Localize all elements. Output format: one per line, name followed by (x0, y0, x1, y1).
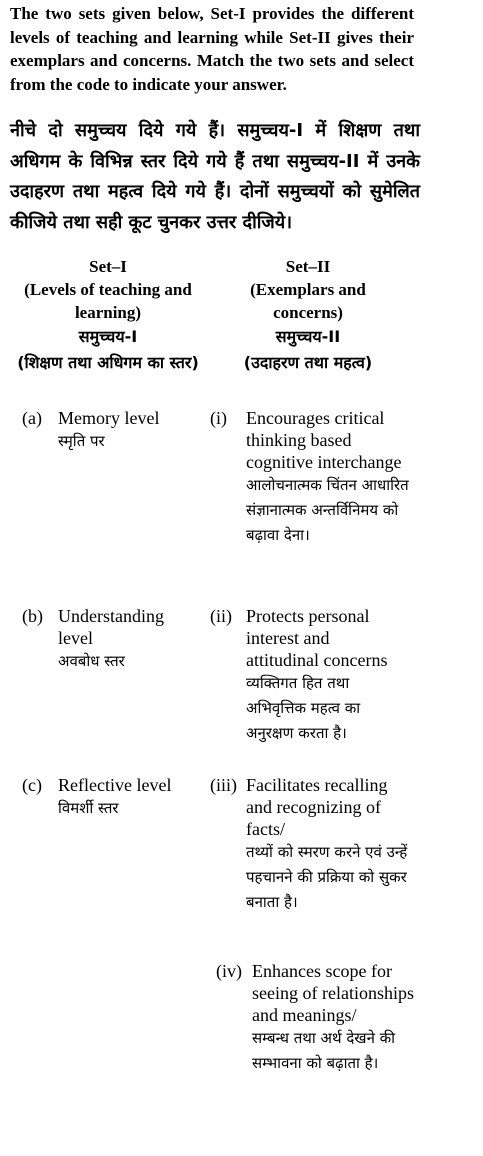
set2-subtitle-hindi: (उदाहरण तथा महत्व) (243, 353, 373, 372)
set2-item-hindi: सम्बन्ध तथा अर्थ देखने की सम्भावना को बढ़ाता है। (252, 1029, 396, 1072)
set2-item (210, 774, 410, 915)
set1-item (22, 407, 202, 454)
set2-item-hindi: आलोचनात्मक चिंतन आधारित संज्ञानात्मक अन्तर्विनिमय को बढ़ावा देना। (246, 476, 409, 544)
set1-item-label: (b) (22, 606, 43, 626)
set1-item-label: (c) (22, 775, 42, 795)
set2-title-hindi: समुच्चय-II (275, 327, 341, 346)
set2-item-english: Enhances scope for seeing of relationships and meanings/ (252, 961, 414, 1025)
set1-item-hindi: विमर्शी स्तर (58, 799, 119, 817)
set1-item-english: Reflective level (58, 775, 172, 795)
set2-item-english: Facilitates recalling and recognizing of facts/ (246, 775, 388, 839)
set1-item-english: Understanding level (58, 606, 164, 648)
set2-item-label: (i) (210, 408, 227, 428)
set2-item-english: Protects personal interest and attitudinal concerns (246, 606, 388, 670)
set2-item (210, 407, 415, 548)
set2-item (216, 960, 416, 1076)
set2-item-label: (iv) (216, 961, 242, 981)
question-text-hindi: नीचे दो समुच्चय दिये गये हैं। समुच्चय-I में शिक्षण तथा अधिगम के विभिन्न स्तर दिये गये हैं तथा समुच्चय-II में उनके उदाहरण तथा महत्व दिये गये हैं। दोनों समुच्चयों को सुमेलित कीजिये तथा सही कूट चुनकर उत्तर दीजिये। (10, 120, 420, 233)
question-text-english: The two sets given below, Set-I provides the different levels of teaching and learning while Set-II gives their exemplars and concerns. Match the two sets and select from the code to indicate your answer. (10, 4, 414, 94)
set2-item-hindi: तथ्यों को स्मरण करने एवं उन्हें पहचानने की प्रक्रिया को सुकर बनाता है। (246, 843, 408, 911)
set1-item-hindi: स्मृति पर (58, 432, 105, 450)
set2-subtitle: (Exemplars and concerns) (250, 280, 366, 322)
set2-item-label: (ii) (210, 606, 232, 626)
set1-item-hindi: अवबोध स्तर (58, 652, 125, 670)
set1-header (10, 255, 206, 376)
set1-item (22, 774, 202, 821)
set1-item-english: Memory level (58, 408, 160, 428)
set1-title-hindi: समुच्चय-I (78, 327, 138, 346)
set1-subtitle-hindi: (शिक्षण तथा अधिगम का स्तर) (17, 353, 199, 372)
set1-item (22, 605, 194, 674)
set2-header (218, 255, 398, 376)
set1-subtitle: (Levels of teaching and learning) (24, 280, 192, 322)
set2-item-hindi: व्यक्तिगत हित तथा अभिवृत्तिक महत्व का अनुरक्षण करता है। (246, 674, 361, 742)
set2-item (210, 605, 400, 746)
set2-item-english: Encourages critical thinking based cognitive interchange (246, 408, 402, 472)
set2-item-label: (iii) (210, 775, 237, 795)
set1-title: Set–I (89, 257, 127, 276)
set2-title: Set–II (285, 257, 331, 276)
set1-item-label: (a) (22, 408, 42, 428)
